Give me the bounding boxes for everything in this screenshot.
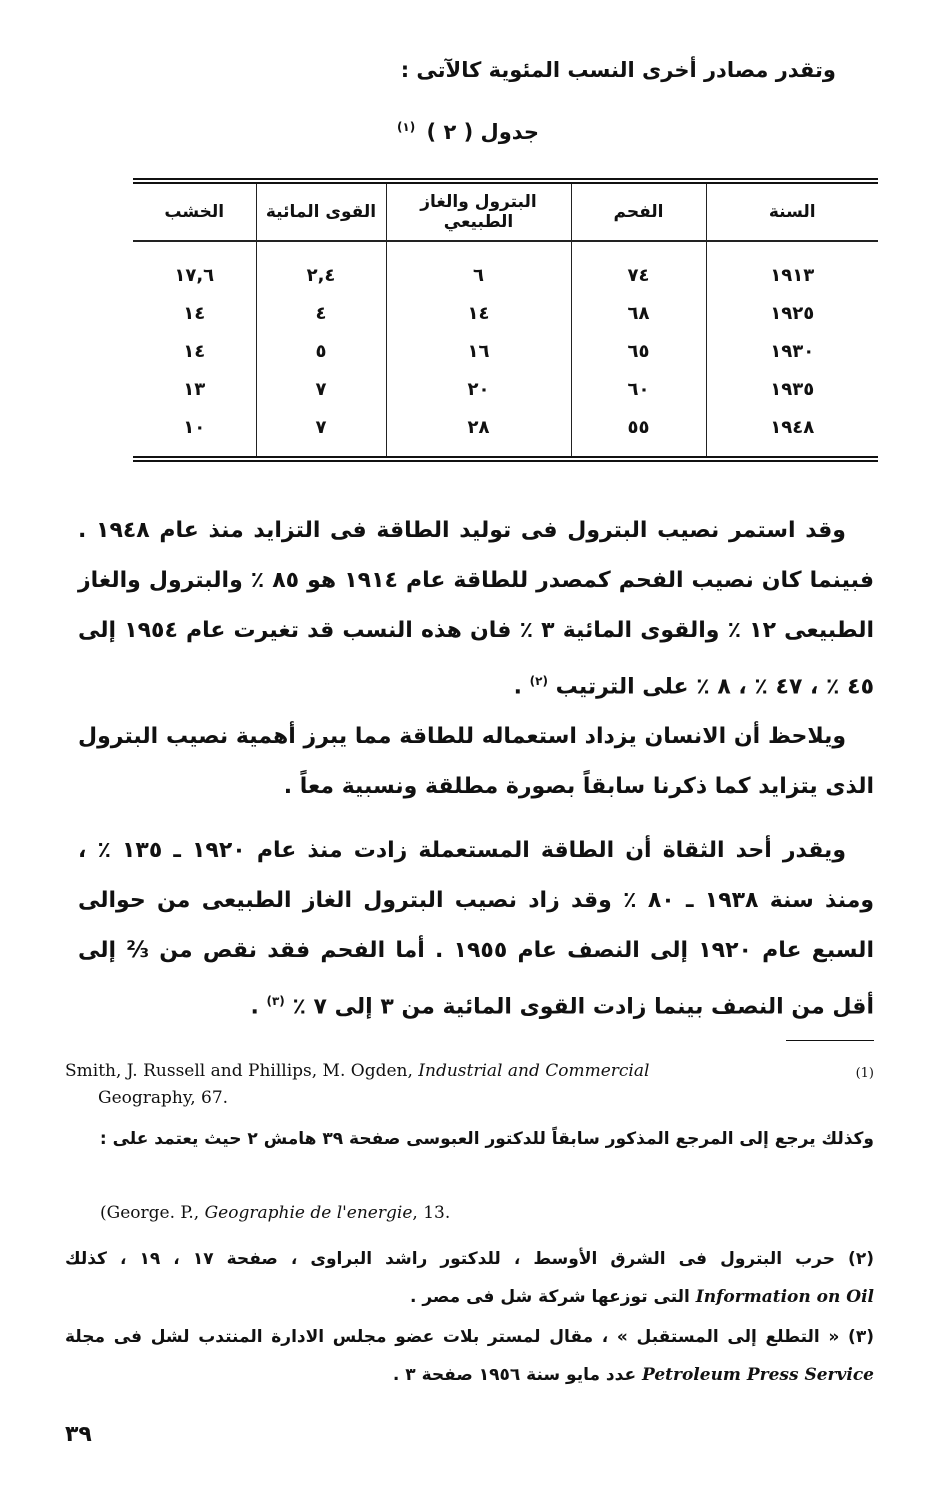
paragraph-end: . [513,674,530,700]
cell-hydro: ٧ [256,370,386,408]
footnote-1-arabic [65,1120,874,1158]
paragraph-text: وقد استمر نصيب البترول فى توليد الطاقة فى التزايد منذ عام ١٩٤٨ . فبينما كان نصيب الفحم كمصدر للطاقة عام ١٩١٤ هو ٨٥ ٪ والبترول والغاز الطبيعى ١٢ ٪ والقوى المائية ٣ ٪ فان هذه النسب قد تغيرت عام ١٩٥٤ إلى ٤٥ ٪ ، ٤٧ ٪ ، ٨ ٪ على الترتيب [78,518,875,700]
cell-oil-gas: ١٦ [386,332,571,370]
paragraph-oil-share [78,506,874,712]
cell-coal: ٥٥ [571,408,706,456]
table-row [133,332,878,370]
cell-wood: ١٤ [133,294,256,332]
footnote-1-george [65,1200,874,1227]
table-row [133,241,878,294]
header-wood: الخشب [133,184,256,241]
table-row [133,408,878,456]
page-number: ٣٩ [65,1422,92,1447]
cell-coal: ٦٥ [571,332,706,370]
cell-coal: ٦٨ [571,294,706,332]
paragraph-end: . [250,994,267,1020]
footnote-authors: Smith, J. Russell and Phillips, M. Ogden, [65,1061,419,1081]
paragraph-text: ويلاحظ أن الانسان يزداد استعماله للطاقة مما يبرز أهمية نصيب البترول الذى يتزايد كما ذكرنا سابقاً بصورة مطلقة ونسبية معاً . [78,724,874,799]
header-year: السنة [706,184,878,241]
footnote-ref: (٢) [529,674,548,688]
cell-oil-gas: ٢٨ [386,408,571,456]
footnote-text: وكذلك يرجع إلى المرجع المذكور سابقاً للدكتور العبوسى صفحة ٣٩ هامش ٢ حيث يعتمد على : [99,1129,874,1149]
cell-hydro: ٢,٤ [256,241,386,294]
cell-hydro: ٥ [256,332,386,370]
table-caption-label: جدول ( ٢ ) [426,120,540,144]
table-footnote-ref: (١) [396,120,416,134]
footnote-text-end: عدد مايو سنة ١٩٥٦ صفحة ٣ . [392,1365,637,1385]
footnote-number: (1) [855,1066,874,1081]
cell-oil-gas: ١٤ [386,294,571,332]
footnote-title: Geographie de l'energie [204,1203,413,1223]
cell-year: ١٩٣٠ [770,340,815,362]
footnote-latin-title: Information on Oil [695,1287,874,1307]
paragraph-energy-use [78,712,874,812]
footnote-page: , 67. [190,1088,229,1108]
footnote-author: (George. P., [100,1203,205,1223]
table-row [133,370,878,408]
footnote-ref: (٣) [266,994,285,1008]
energy-share-table [133,178,878,462]
footnote-3 [65,1318,874,1394]
header-oil-gas: البترول والغاز الطبيعي [386,184,571,241]
footnote-title: Industrial and Commercial [418,1061,650,1081]
cell-hydro: ٧ [256,408,386,456]
cell-oil-gas: ٦ [386,241,571,294]
cell-coal: ٧٤ [571,241,706,294]
footnote-separator [786,1040,874,1041]
footnote-page: , 13. [412,1203,451,1223]
footnote-latin-title: Petroleum Press Service [642,1365,874,1385]
cell-hydro: ٤ [256,294,386,332]
table-bottom-rule [133,456,878,462]
intro-sentence: وتقدر مصادر أخرى النسب المئوية كالآتى : [400,58,836,82]
cell-year: ١٩٤٨ [770,416,815,438]
table-row [133,294,878,332]
footnote-text: (٣) « التطلع إلى المستقبل » ، مقال لمستر بلات عضو مجلس الادارة المنتدب لشل فى مجلة [65,1327,874,1347]
cell-wood: ١٠ [133,408,256,456]
header-coal: الفحم [571,184,706,241]
footnote-text-end: التى توزعها شركة شل فى مصر . [409,1287,690,1307]
cell-coal: ٦٠ [571,370,706,408]
paragraph-energy-growth [78,826,874,1032]
footnote-text: (٢) حرب البترول فى الشرق الأوسط ، للدكتور راشد البراوى ، صفحة ١٧ ، ١٩ ، كذلك [65,1249,874,1269]
header-hydro: القوى المائية [256,184,386,241]
cell-year: ١٩١٣ [770,264,815,286]
cell-oil-gas: ٢٠ [386,370,571,408]
footnote-1-citation [65,1058,874,1112]
energy-table [133,184,878,456]
cell-wood: ١٤ [133,332,256,370]
cell-year: ١٩٣٥ [770,378,815,400]
cell-year: ١٩٢٥ [770,302,815,324]
cell-wood: ١٣ [133,370,256,408]
paragraph-text: ويقدر أحد الثقاة أن الطاقة المستعملة زادت منذ عام ١٩٢٠ ـ ١٣٥ ٪ ، ومنذ سنة ١٩٣٨ ـ ٨٠ ٪ وقد زاد نصيب البترول الغاز الطبيعى من حوالى السبع عام ١٩٢٠ إلى النصف عام ١٩٥٥ . أما الفحم فقد نقص من ⅔ إلى أقل من النصف بينما زادت القوى المائية من ٣ إلى ٧ ٪ [78,838,874,1020]
table-caption [0,120,936,144]
footnote-title-cont: Geography [98,1088,191,1108]
table-header-row [133,184,878,241]
footnote-2 [65,1240,874,1316]
cell-wood: ١٧,٦ [133,241,256,294]
